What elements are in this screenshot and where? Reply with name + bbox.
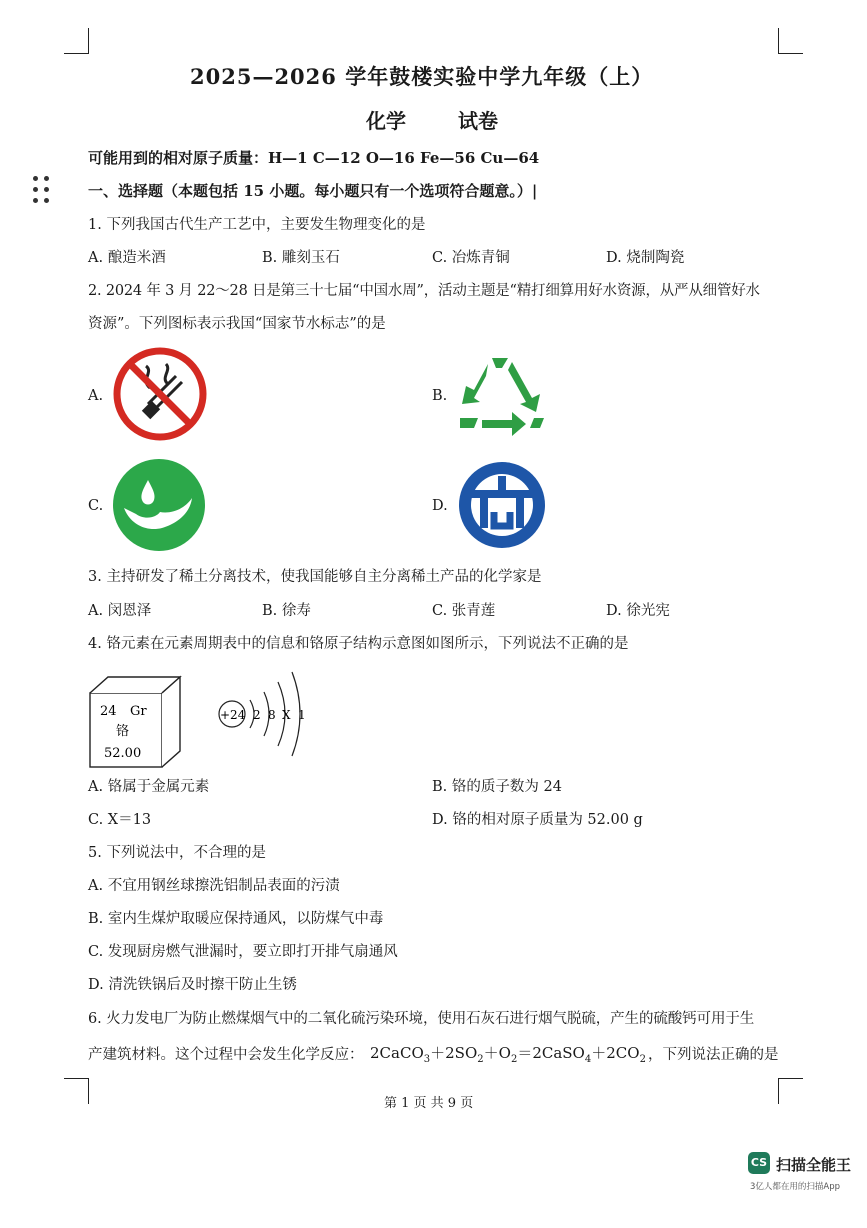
q6-stem-line1: 6. 火力发电厂为防止燃煤烟气中的二氧化硫污染环境，使用石灰石进行烟气脱硫，产生的硫酸钙可用于生 [88, 1011, 755, 1027]
q2-label-d: D. [432, 498, 448, 514]
q5-option-d: D. 清洗铁锅后及时擦干防止生锈 [88, 977, 297, 993]
nucleus-charge: +24 [220, 708, 246, 722]
crop-mark-bottom-right-h [778, 1078, 803, 1079]
shell-4: 1 [298, 708, 306, 722]
q1-option-c: C. 冶炼青铜 [432, 250, 510, 266]
q2-label-b: B. [432, 388, 448, 404]
q1-option-b: B. 雕刻玉石 [262, 250, 340, 266]
recycle-icon [452, 350, 548, 440]
cs-logo-icon: CS [748, 1152, 770, 1174]
scanner-watermark [746, 1150, 858, 1218]
q2-stem-line1: 2. 2024 年 3 月 22～28 日是第三十七届“中国水周”，活动主题是“精打细算用好水资源，从严从细管好水 [88, 283, 760, 299]
drag-handle-icon[interactable] [33, 176, 51, 206]
q1-option-d: D. 烧制陶瓷 [606, 250, 685, 266]
q1-option-a: A. 酿造米酒 [88, 250, 166, 266]
q2-label-c: C. [88, 498, 104, 514]
atom-structure-diagram [212, 664, 312, 764]
q5-option-c: C. 发现厨房燃气泄漏时，要立即打开排气扇通风 [88, 944, 398, 960]
q5-option-b: B. 室内生煤炉取暖应保持通风，以防煤气中毒 [88, 911, 384, 927]
crop-mark-bottom-right [778, 1078, 779, 1104]
subject-label: 化学 [366, 109, 406, 133]
q4-option-d: D. 铬的相对原子质量为 52.00 g [432, 812, 643, 828]
q1-stem: 1. 下列我国古代生产工艺中，主要发生物理变化的是 [88, 217, 426, 233]
shell-1: 2 [253, 708, 261, 722]
q5-stem: 5. 下列说法中，不合理的是 [88, 845, 266, 861]
element-symbol: Gr [130, 704, 147, 719]
no-smoking-icon [110, 346, 210, 442]
brand-tagline: 3亿人都在用的扫描App [750, 1182, 841, 1192]
element-tile [86, 673, 186, 773]
crop-mark-top-right [778, 28, 779, 54]
paper-label: 试卷 [458, 109, 498, 133]
section-heading: 一、选择题（本题包括 15 小题。每小题只有一个选项符合题意。）| [88, 182, 538, 200]
q2-stem-line2: 资源”。下列图标表示我国“国家节水标志”的是 [88, 316, 386, 332]
atomic-masses: 可能用到的相对原子质量：H—1 C—12 O—16 Fe—56 Cu—64 [88, 149, 540, 167]
q4-stem: 4. 铬元素在元素周期表中的信息和铬原子结构示意图如图所示，下列说法不正确的是 [88, 636, 629, 652]
crop-mark-bottom-left [88, 1078, 89, 1104]
q6-stem-line2-pre: 产建筑材料。这个过程中会发生化学反应： [88, 1047, 364, 1063]
exam-title: 2025—2026 学年鼓楼实验中学九年级（上） [190, 64, 654, 89]
element-number: 24 [100, 704, 117, 719]
q4-option-c: C. X＝13 [88, 812, 152, 828]
crop-mark-top-right-h [778, 53, 803, 54]
water-saving-icon [110, 458, 208, 552]
crop-mark-top-left-h [64, 53, 89, 54]
q4-option-a: A. 铬属于金属元素 [88, 779, 210, 795]
q3-stem: 3. 主持研发了稀土分离技术，使我国能够自主分离稀土产品的化学家是 [88, 569, 542, 585]
q4-option-b: B. 铬的质子数为 24 [432, 779, 562, 795]
crop-mark-bottom-left-h [64, 1078, 89, 1079]
q6-stem-line2-post: ，下列说法正确的是 [648, 1047, 779, 1063]
element-mass: 52.00 [104, 746, 142, 761]
shell-2: 8 [268, 708, 276, 722]
q2-label-a: A. [88, 388, 104, 404]
q5-option-a: A. 不宜用钢丝球擦洗铝制品表面的污渍 [88, 878, 340, 894]
q3-option-a: A. 闵恩泽 [88, 603, 152, 619]
shell-3: X [282, 708, 291, 722]
crop-mark-top-left [88, 28, 89, 54]
blue-circle-logo-icon [456, 460, 548, 550]
q3-option-b: B. 徐寿 [262, 603, 311, 619]
brand-name: 扫描全能王 [776, 1156, 852, 1174]
q3-option-d: D. 徐光宪 [606, 603, 670, 619]
q6-equation: $2CaCO_3+2SO_2+O_2=2CaSO_4+2CO_2$ [370, 1044, 646, 1065]
q3-option-c: C. 张青莲 [432, 603, 496, 619]
page-number: 第 1 页 共 9 页 [384, 1096, 474, 1111]
element-name: 铬 [116, 724, 130, 739]
